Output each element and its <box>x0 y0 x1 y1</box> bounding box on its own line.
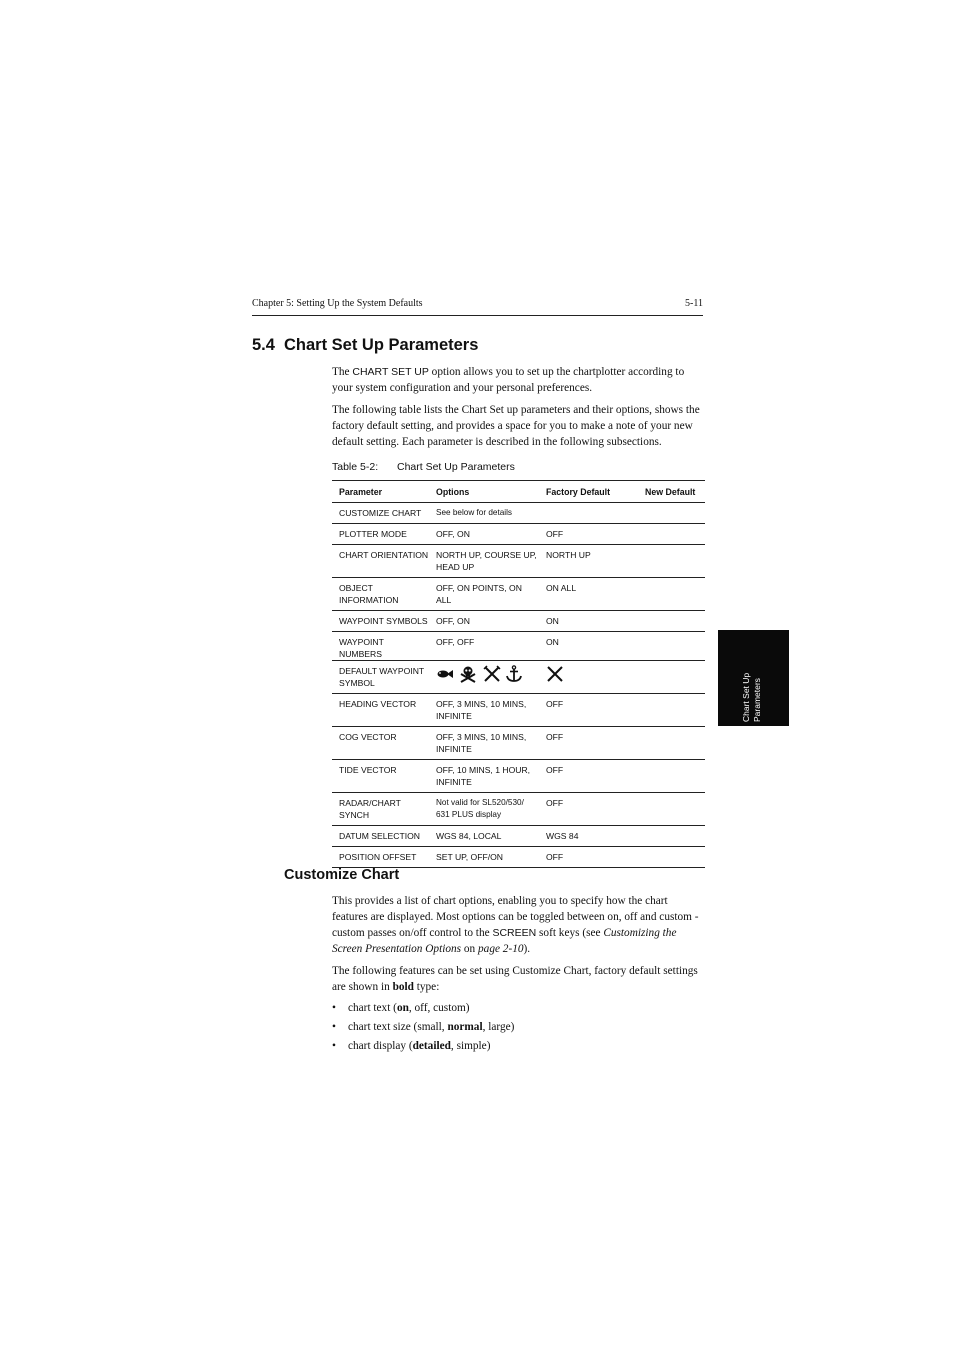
cell-parameter: PLOTTER MODE <box>339 529 407 539</box>
cell-options: OFF, 3 MINS, 10 MINS, INFINITE <box>436 732 527 754</box>
table-header-row <box>332 481 705 503</box>
cell-options: OFF, ON <box>436 529 470 539</box>
page-reference-link[interactable]: page 2-10 <box>478 943 524 955</box>
cross-reference-link[interactable]: Customizing the Screen Presentation Options <box>332 927 677 955</box>
table-row <box>332 847 705 868</box>
anchor-icon <box>505 665 523 683</box>
cell-new-default <box>638 847 705 868</box>
cell-options: OFF, 3 MINS, 10 MINS, INFINITE <box>436 699 527 721</box>
header-factory-default: Factory Default <box>546 487 611 497</box>
chart-setup-table <box>332 480 705 868</box>
cell-new-default <box>638 503 705 524</box>
cell-options-icons <box>433 661 542 694</box>
section-title <box>252 336 478 355</box>
chapter-title: Chapter 5: Setting Up the System Defaults <box>252 298 423 309</box>
cell-parameter: TIDE VECTOR <box>339 765 397 775</box>
cell-options: WGS 84, LOCAL <box>436 831 502 841</box>
cell-new-default <box>638 524 705 545</box>
cell-parameter: RADAR/CHART SYNCH <box>339 798 401 820</box>
cell-new-default <box>638 611 705 632</box>
cell-new-default <box>638 661 705 694</box>
skull-crossbones-icon <box>458 665 478 683</box>
table-row <box>332 632 705 661</box>
cell-options: OFF, OFF <box>436 637 475 647</box>
cell-new-default <box>638 545 705 578</box>
cell-default-icon <box>542 661 638 694</box>
cell-options: See below for details <box>436 508 513 517</box>
cell-options: OFF, ON POINTS, ON ALL <box>436 583 522 605</box>
table-row <box>332 694 705 727</box>
cell-new-default <box>638 826 705 847</box>
cell-new-default <box>638 694 705 727</box>
cell-options: Not valid for SL520/530/ 631 PLUS display <box>436 798 524 819</box>
table-row <box>332 727 705 760</box>
cell-options: OFF, ON <box>436 616 470 626</box>
table-caption-label: Table 5-2: <box>332 461 379 473</box>
running-header <box>252 296 703 316</box>
cell-default: OFF <box>546 529 564 539</box>
cell-parameter: CHART ORIENTATION <box>339 550 429 560</box>
list-item: • chart text size (small, normal, large) <box>332 1021 515 1033</box>
table-row <box>332 611 705 632</box>
cell-options: SET UP, OFF/ON <box>436 852 504 862</box>
cell-default: WGS 84 <box>546 831 579 841</box>
cell-parameter: DATUM SELECTION <box>339 831 421 841</box>
table-row <box>332 826 705 847</box>
cell-new-default <box>638 727 705 760</box>
table-row <box>332 793 705 826</box>
table-row <box>332 578 705 611</box>
cell-default: ON <box>546 616 559 626</box>
cell-new-default <box>638 760 705 793</box>
customize-paragraph-1: This provides a list of chart options, enabling you to specify how the chart features are displayed. Most options can be toggled between on, off and custom - custom passes on/off control to the SCREEN soft keys (see Customizing the Screen Presentation Options on page 2-10). <box>332 895 699 955</box>
cross-x-icon <box>546 665 564 683</box>
header-parameter: Parameter <box>339 487 383 497</box>
cell-default: OFF <box>546 732 564 742</box>
customize-paragraph-2: The following features can be set using Customize Chart, factory default settings are shown in bold type: <box>332 965 698 993</box>
cell-parameter: WAYPOINT SYMBOLS <box>339 616 428 626</box>
page-number: 5-11 <box>685 298 703 309</box>
section-heading: Chart Set Up Parameters <box>284 336 479 354</box>
table-row <box>332 524 705 545</box>
cell-new-default <box>638 793 705 826</box>
cell-default <box>542 503 638 524</box>
cell-default: OFF <box>546 765 564 775</box>
chapter-thumb-tab <box>718 630 789 726</box>
cell-default: OFF <box>546 852 564 862</box>
fish-icon <box>436 665 454 683</box>
cell-parameter: COG VECTOR <box>339 732 397 742</box>
cross-x-icon <box>483 665 501 683</box>
table-row <box>332 661 705 694</box>
section-number: 5.4 <box>252 336 275 354</box>
screen-key-code: SCREEN <box>492 927 537 939</box>
table-caption <box>332 461 515 473</box>
cell-default: ON <box>546 637 559 647</box>
intro-paragraph-2: The following table lists the Chart Set up parameters and their options, shows the factory default setting, and provides a space for you to make a note of your new default setting. Each parameter is described in the following subsections. <box>332 404 700 448</box>
cell-parameter: DEFAULT WAYPOINT SYMBOL <box>339 666 424 688</box>
cell-default: ON ALL <box>546 583 577 593</box>
header-options: Options <box>436 487 470 497</box>
cell-parameter: CUSTOMIZE CHART <box>339 508 422 518</box>
header-new-default: New Default <box>645 487 696 497</box>
subsection-title: Customize Chart <box>284 867 400 883</box>
cell-parameter: POSITION OFFSET <box>339 852 417 862</box>
cell-new-default <box>638 578 705 611</box>
cell-default: OFF <box>546 798 564 808</box>
cell-options: NORTH UP, COURSE UP, HEAD UP <box>436 550 537 572</box>
cell-parameter: HEADING VECTOR <box>339 699 417 709</box>
cell-default: OFF <box>546 699 564 709</box>
list-item: • chart text (on, off, custom) <box>332 1002 470 1014</box>
table-row <box>332 545 705 578</box>
table-row <box>332 503 705 524</box>
cell-default: NORTH UP <box>546 550 591 560</box>
table-row <box>332 760 705 793</box>
intro-paragraph-1: The CHART SET UP option allows you to set up the chartplotter according to your system configuration and your personal preferences. <box>332 366 685 394</box>
cell-parameter: OBJECT INFORMATION <box>339 583 399 605</box>
menu-option-code: CHART SET UP <box>352 366 429 378</box>
cell-parameter: WAYPOINT NUMBERS <box>339 637 384 659</box>
table-caption-title: Chart Set Up Parameters <box>397 461 515 473</box>
thumb-tab-label: Chart Set Up Parameters <box>741 672 762 722</box>
cell-options: OFF, 10 MINS, 1 HOUR, INFINITE <box>436 765 531 787</box>
list-item: • chart display (detailed, simple) <box>332 1040 491 1052</box>
cell-new-default <box>638 632 705 661</box>
